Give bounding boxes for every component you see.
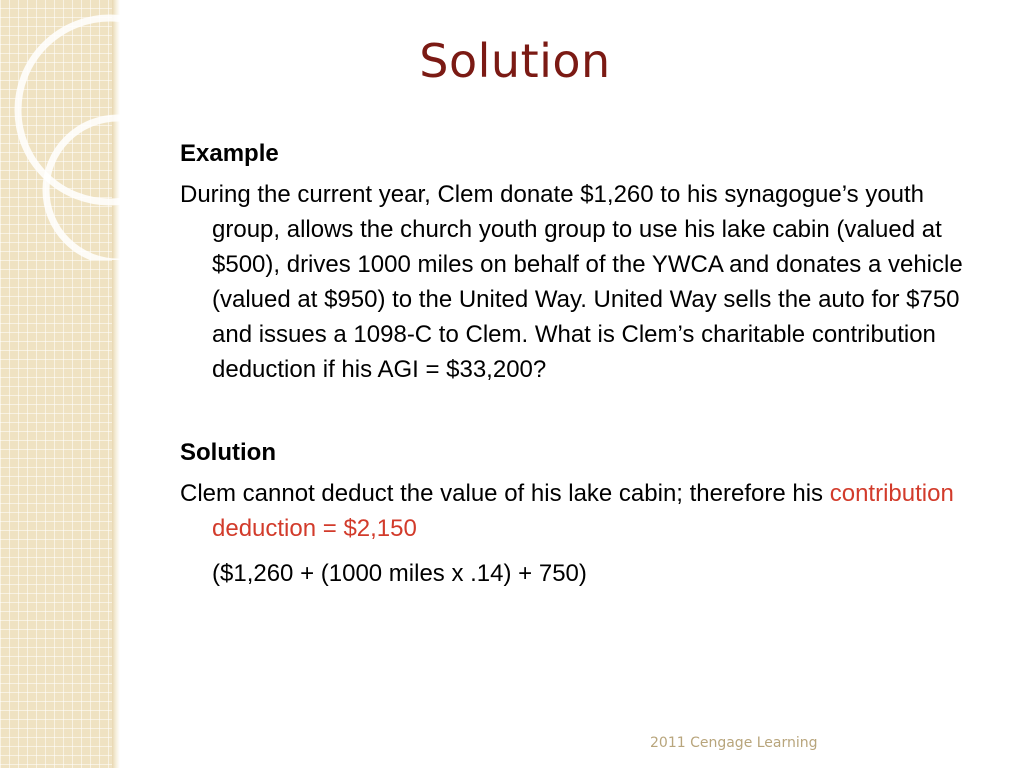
solution-paragraph: [180, 476, 970, 546]
solution-highlight: contribution deduction = $2,150: [212, 480, 954, 542]
solution-text: Clem cannot deduct the value of his lake cabin; therefore his: [180, 480, 830, 507]
decorative-circles: [0, 0, 130, 260]
slide-title: Solution: [419, 34, 611, 88]
footer-credit: 2011 Cengage Learning: [650, 735, 818, 751]
example-text: During the current year, Clem donate $1,260 to his synagogue’s youth group, allows the church youth group to use his lake cabin (valued at $500), drives 1000 miles on behalf of the YWCA and donates a vehicle (valued at $950) to the United Way. United Way sells the auto for $750 and issues a 1098-C to Clem. What is Clem’s charitable contribution deduction if his AGI = $33,200?: [180, 181, 963, 383]
spacer: [180, 387, 970, 435]
slide-body: [180, 136, 970, 591]
solution-heading: Solution: [180, 439, 276, 466]
calculation-text: ($1,260 + (1000 miles x .14) + 750): [212, 560, 587, 587]
example-heading: Example: [180, 140, 279, 167]
